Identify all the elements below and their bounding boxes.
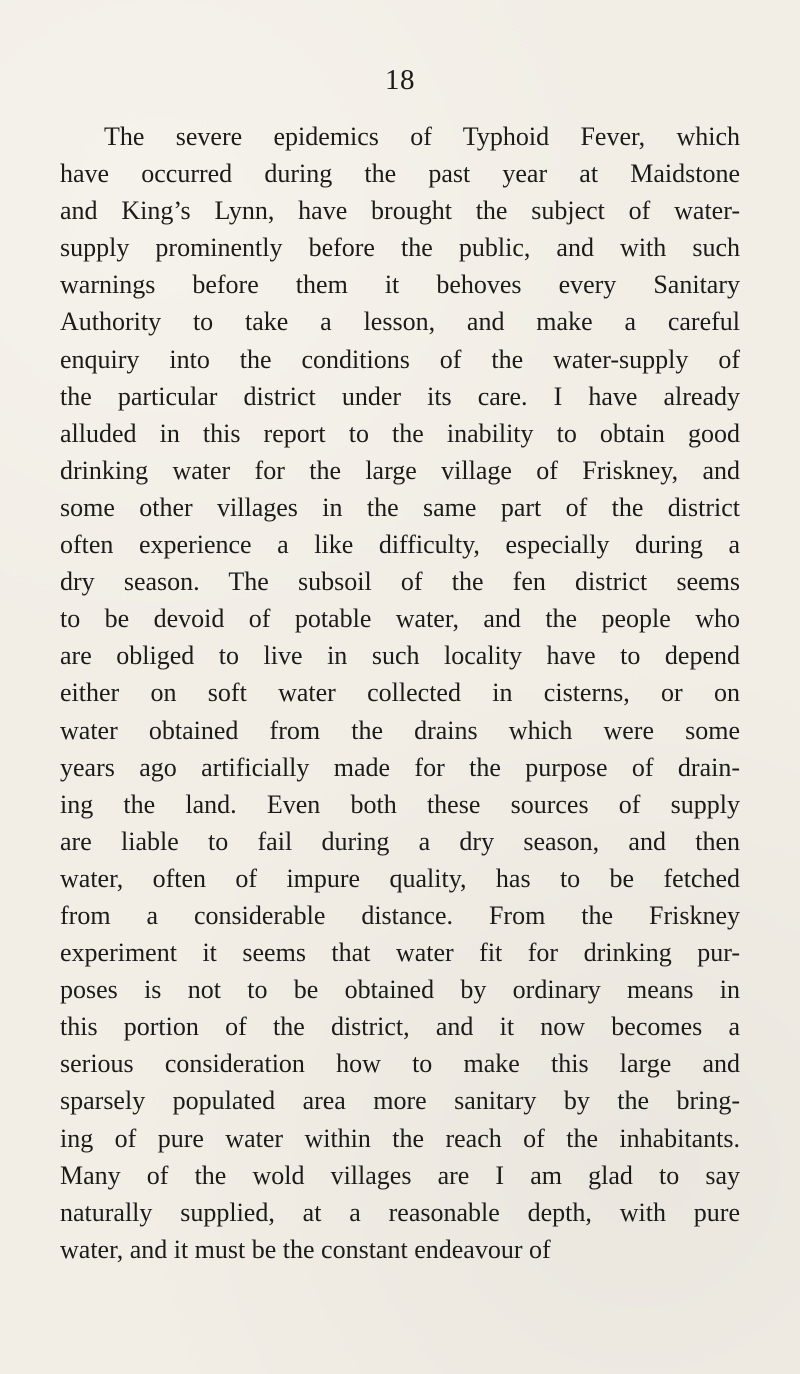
text-line-3: and King’s Lynn, have brought the subject of water- — [60, 196, 740, 226]
text-line-5: warnings before them it behoves every Sanitary — [60, 270, 740, 300]
text-line-6: Authority to take a lesson, and make a careful — [60, 307, 740, 337]
text-line-31: water, and it must be the constant endeavour of — [60, 1234, 551, 1264]
text-line-7: enquiry into the conditions of the water-supply of — [60, 344, 740, 374]
text-line-25: this portion of the district, and it now becomes a — [60, 1012, 740, 1042]
text-line-15: are obliged to live in such locality have to depend — [60, 641, 740, 671]
text-line-24: poses is not to be obtained by ordinary means in — [60, 975, 740, 1005]
text-line-20: are liable to fail during a dry season, and then — [60, 826, 740, 856]
text-line-11: some other villages in the same part of the district — [60, 492, 740, 522]
text-line-26: serious consideration how to make this large and — [60, 1049, 740, 1079]
text-line-22: from a considerable distance. From the Friskney — [60, 900, 740, 930]
text-line-27: sparsely populated area more sanitary by the bring- — [60, 1086, 740, 1116]
text-line-4: supply prominently before the public, and with such — [60, 233, 740, 263]
body-text — [60, 118, 740, 1268]
text-line-29: Many of the wold villages are I am glad to say — [60, 1160, 740, 1190]
text-line-21: water, often of impure quality, has to be fetched — [60, 863, 740, 893]
text-line-10: drinking water for the large village of Friskney, and — [60, 455, 740, 485]
text-line-30: naturally supplied, at a reasonable depth, with pure — [60, 1197, 740, 1227]
text-line-17: water obtained from the drains which were some — [60, 715, 740, 745]
text-line-13: dry season. The subsoil of the fen district seems — [60, 567, 740, 597]
text-line-9: alluded in this report to the inability to obtain good — [60, 418, 740, 448]
text-line-16: either on soft water collected in cisterns, or on — [60, 678, 740, 708]
text-line-19: ing the land. Even both these sources of supply — [60, 789, 740, 819]
text-line-14: to be devoid of potable water, and the people who — [60, 604, 740, 634]
text-line-2: have occurred during the past year at Maidstone — [60, 159, 740, 189]
text-line-12: often experience a like difficulty, especially during a — [60, 530, 740, 560]
text-line-23: experiment it seems that water fit for drinking pur- — [60, 938, 740, 968]
page-number: 18 — [385, 64, 415, 96]
text-line-8: the particular district under its care. I have already — [60, 381, 740, 411]
text-line-1: The severe epidemics of Typhoid Fever, which — [104, 122, 740, 151]
text-line-18: years ago artificially made for the purpose of drain- — [60, 752, 740, 782]
text-line-28: ing of pure water within the reach of the inhabitants. — [60, 1123, 740, 1153]
